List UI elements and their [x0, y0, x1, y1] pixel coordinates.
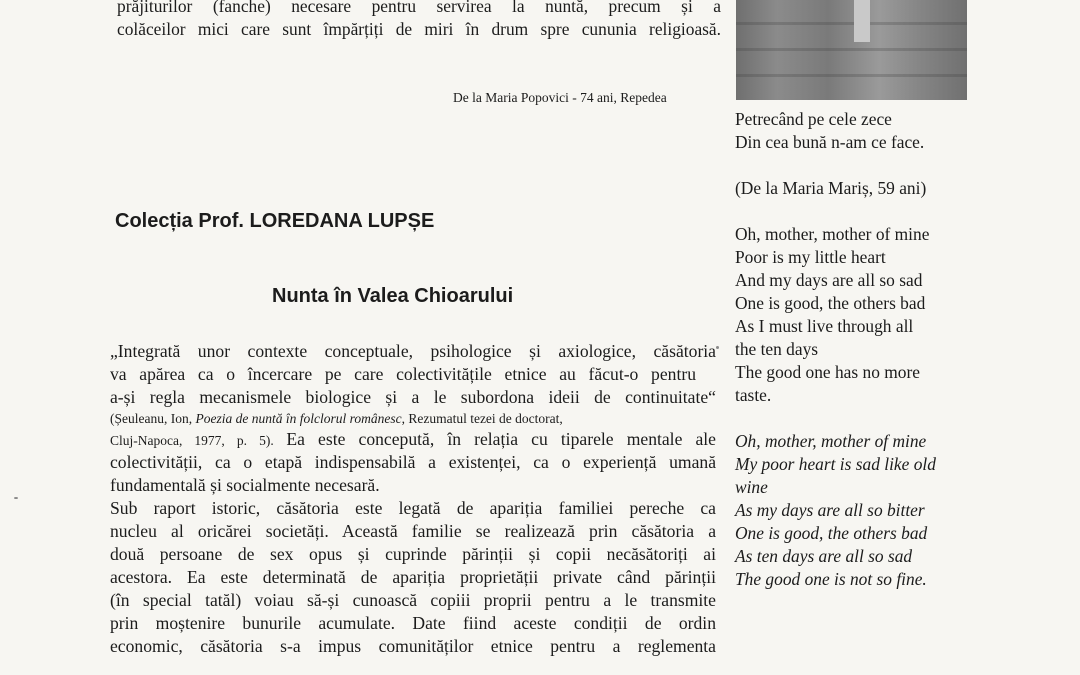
poem-line: And my days are all so sad	[735, 270, 923, 290]
poem-line: One is good, the others bad	[735, 523, 928, 543]
poem-line: As ten days are all so sad	[735, 546, 913, 566]
poem-line: Din cea bună n-am ce face.	[735, 132, 925, 152]
poem-line: The good one has no more	[735, 362, 920, 382]
article-title: Nunta în Valea Chioarului	[272, 285, 514, 307]
poem-line: The good one is not so fine.	[735, 569, 927, 589]
poem-line: Oh, mother, mother of mine	[735, 224, 930, 244]
text-line: a-și regla mecanismele biologice și a le subordona ideii de continuitate“	[110, 387, 716, 407]
citation-title: Poezia de nuntă în folclorul românesc	[195, 411, 402, 426]
top-paragraph	[117, 0, 721, 41]
poem-attribution: (De la Maria Mariș, 59 ani)	[735, 178, 927, 198]
poem-column	[735, 108, 1075, 591]
citation-suffix: , Rezumatul tezei de doctorat,	[401, 411, 563, 426]
text-line: „Integrată unor contexte conceptuale, psihologice și axiologice, căsătoria	[110, 341, 716, 361]
poem-line: One is good, the others bad	[735, 293, 926, 313]
poem-line: My poor heart is sad like old	[735, 454, 936, 474]
text-line: prin moștenire bunurile acumulate. Date fiind aceste condiții de ordin	[110, 613, 716, 633]
scan-speck	[716, 346, 719, 349]
text-line: Cluj-Napoca, 1977, p. 5). Ea este concepută, în relația cu tiparele mentale ale	[110, 429, 716, 449]
text-line: prăjiturilor (fanche) necesare pentru servirea la nuntă, precum și a	[117, 0, 721, 16]
text-line: fundamentală și socialmente necesară.	[110, 475, 380, 495]
poem-line: As my days are all so bitter	[735, 500, 925, 520]
attribution: De la Maria Popovici - 74 ani, Repedea	[453, 90, 667, 105]
text-line: (în special tatăl) voiau să-și cunoască copiii proprii pentru a le transmite	[110, 590, 716, 610]
scan-speck	[14, 497, 18, 499]
text-line: colectivității, ca o etapă indispensabilă a existenței, ca o experiență umană	[110, 452, 716, 472]
photograph	[736, 0, 967, 100]
poem-line: Poor is my little heart	[735, 247, 886, 267]
poem-line: As I must live through all	[735, 316, 914, 336]
text-line: va apărea ca o încercare pe care colectivitățile etnice au făcut-o pentru	[110, 364, 696, 384]
poem-line: the ten days	[735, 339, 819, 359]
poem-line: Oh, mother, mother of mine	[735, 431, 927, 451]
text-line: Sub raport istoric, căsătoria este legată de apariția familiei pereche ca	[110, 498, 716, 518]
collection-heading: Colecția Prof. LOREDANA LUPȘE	[115, 210, 435, 232]
text-line: colăceilor mici care sunt împărțiți de miri în drum spre cununia religioasă.	[117, 19, 721, 39]
text-line: economic, căsătoria s-a impus comunităților etnice pentru a reglementa	[110, 636, 716, 656]
poem-line: wine	[735, 477, 768, 497]
citation	[110, 409, 716, 428]
text-line: acestora. Ea este determinată de apariția proprietății private când părinții	[110, 567, 716, 587]
text-line: două persoane de sex opus și cuprinde părinții și copii necăsătoriți ai	[110, 544, 716, 564]
body-paragraphs	[110, 340, 716, 658]
text-line: nucleu al oricărei societăți. Această familie se realizează prin căsătoria a	[110, 521, 716, 541]
poem-line: taste.	[735, 385, 772, 405]
citation-prefix: (Șeuleanu, Ion,	[110, 411, 196, 426]
poem-line: Petrecând pe cele zece	[735, 109, 892, 129]
